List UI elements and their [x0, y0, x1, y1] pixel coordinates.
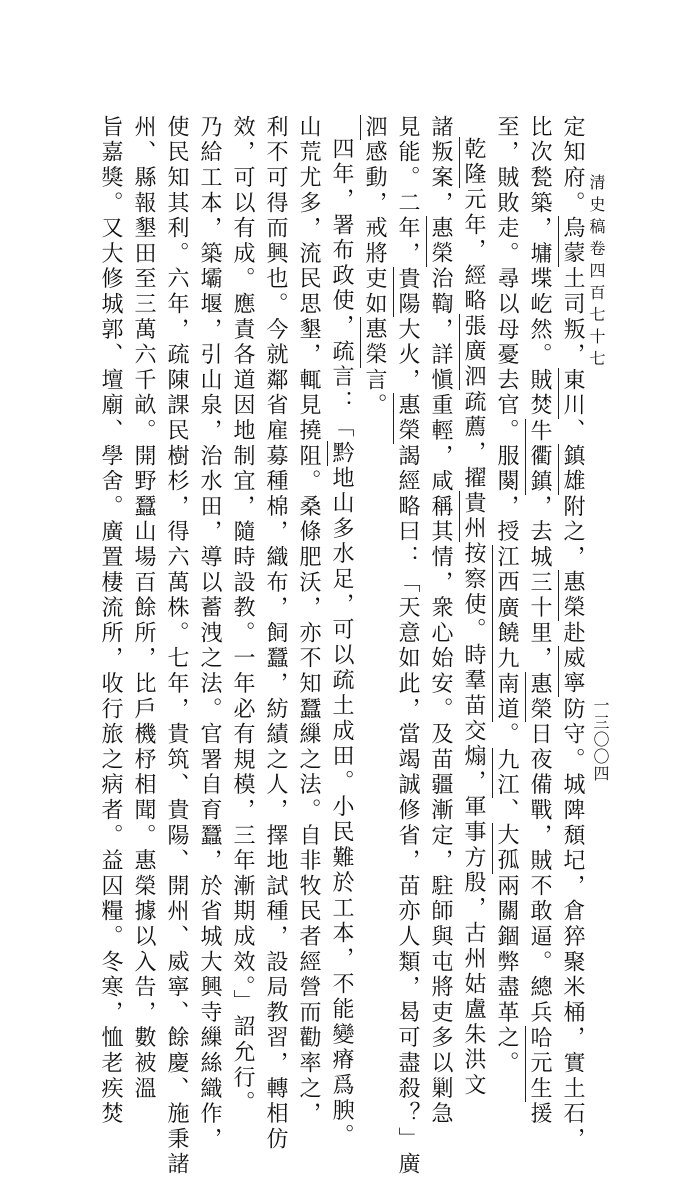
proper-noun: 烏蒙 — [560, 216, 585, 267]
text-column — [164, 115, 189, 1178]
text-run: 、縣報墾田至三萬六千畝。開野蠶山場百餘所，比戶機杼相聞。惠榮據以入告，數被溫 — [131, 140, 156, 1102]
text-run: 使 — [164, 115, 189, 141]
text-run: 援 — [527, 1101, 552, 1128]
text-run: 見能。二年， — [395, 115, 420, 267]
text-run: 不可得而興也。今就鄰省雇募種棉，織布，飼蠶，紡績之人，擇地試種，設局教習，轉相仿 — [263, 140, 288, 1153]
text-column — [428, 115, 453, 1128]
text-run: 至，賊敗走。尋以母憂去官。服闋，授 — [494, 115, 519, 546]
proper-noun: 哈元生 — [527, 1025, 552, 1102]
text-run: 赴 — [560, 621, 585, 647]
text-run: 乃 — [197, 115, 222, 141]
book-title-header: 清史稿卷四百七十七 — [587, 174, 606, 372]
text-run: 效 — [230, 115, 255, 141]
text-run: 感動，戒將吏如 — [362, 140, 387, 318]
text-run: 利 — [263, 115, 288, 141]
text-column — [197, 115, 222, 1153]
text-run: 疏薦，擢 — [461, 390, 486, 492]
proper-noun: 大孤 — [494, 823, 519, 875]
text-run: 大火， — [395, 317, 420, 394]
text-column — [461, 137, 486, 1099]
proper-noun: 貴州 — [461, 491, 486, 542]
proper-noun: 惠榮 — [428, 216, 453, 267]
proper-noun: 惠榮 — [527, 671, 552, 723]
text-run: 比次甃築，墉堞屹然。賊焚 — [527, 115, 552, 419]
text-run: 荒尤多，流民思墾，輒見撓阻。桑條肥沃，亦不知蠶繅之法。自非牧民者經營而勸率之， — [296, 140, 321, 1128]
text-run: 旨 — [98, 115, 123, 141]
text-run: ，去城三十里， — [527, 494, 552, 672]
text-run: 四年，署布政使，疏言：「 — [329, 137, 354, 441]
text-column — [395, 115, 420, 1178]
proper-noun: 江西 — [494, 545, 519, 596]
proper-noun: 威寧 — [560, 646, 585, 697]
text-run: 日夜備戰，賊不敢逼。總兵 — [527, 722, 552, 1026]
text-run: 給工本，築壩堰，引山泉，治水田，導以蓄洩之法。官署自育蠶，於省城大興寺繅絲織作， — [197, 140, 222, 1153]
text-run: 民知其利。六年，疏陳課民樹杉，得六萬株。七年，貴筑、貴陽、開州、威寧、餘慶、施秉諸 — [164, 140, 189, 1178]
text-run: 嘉獎。又大修城郭、壇廟、學舍。廣置棲流所，收行旅之病者。益囚糧。冬寒，恤老疾焚 — [98, 140, 123, 1128]
text-column — [527, 115, 552, 1128]
proper-noun: 貴陽 — [395, 266, 420, 318]
text-column — [494, 115, 519, 1077]
proper-noun: 黔 — [329, 440, 354, 466]
text-column — [98, 115, 123, 1128]
text-run: ，可以有成。應責各道因地制宜，隨時設教。一年必有規模，三年漸期成效。」詔允行。 — [230, 140, 255, 1117]
proper-noun: 惠榮 — [395, 393, 420, 444]
proper-noun: 泗 — [362, 115, 387, 141]
text-run: 附之， — [560, 494, 585, 571]
text-column — [230, 115, 255, 1117]
text-run: 土司叛， — [560, 266, 585, 369]
text-run: 定知府。 — [560, 115, 585, 217]
text-run: 。 — [494, 722, 519, 748]
proper-noun: 惠榮 — [362, 317, 387, 369]
text-run: 按察使。時羣苗交煽，軍事方殷，古州姑盧朱洪文 — [461, 541, 486, 1099]
text-column — [329, 137, 354, 1150]
text-run: 、 — [494, 798, 519, 824]
text-run: 防守。城陴頹圮，倉猝聚米桶，實土石， — [560, 696, 585, 1153]
page-number: 一三〇〇四 — [591, 697, 610, 782]
text-column — [131, 115, 156, 1102]
text-run: 、 — [560, 418, 585, 444]
proper-noun: 惠榮 — [560, 570, 585, 622]
proper-noun: 東川 — [560, 368, 585, 419]
text-run: 元年，經略 — [461, 187, 486, 315]
proper-noun: 乾隆 — [461, 137, 486, 188]
text-run: 諸叛案， — [428, 115, 453, 217]
proper-noun: 張廣泗 — [461, 314, 486, 391]
proper-noun: 鎮雄 — [560, 443, 585, 495]
text-run: 地山多水足，可以疏土成田。小民難於工本，不能變瘠爲腴。 — [329, 465, 354, 1150]
text-run: 言。 — [362, 368, 387, 419]
text-column — [560, 115, 585, 1153]
text-column — [263, 115, 288, 1153]
text-column — [363, 115, 385, 975]
text-run: 山 — [296, 115, 321, 141]
proper-noun: 九江 — [494, 747, 519, 799]
text-run: 治鞫，詳愼重輕，咸稱其情，衆心始安。及苗疆漸定，駐師與屯將吏多以剿急 — [428, 266, 453, 1128]
text-run: 謁經略曰：「天意如此，當竭誠修省，苗亦人類，曷可盡殺？」廣 — [395, 443, 420, 1178]
text-run: 兩關錮弊盡革之。 — [494, 874, 519, 1077]
proper-noun: 廣饒九南道 — [494, 595, 519, 723]
text-run: 州 — [131, 115, 156, 141]
proper-noun: 牛衢鎮 — [527, 418, 552, 495]
text-column — [296, 115, 321, 1128]
